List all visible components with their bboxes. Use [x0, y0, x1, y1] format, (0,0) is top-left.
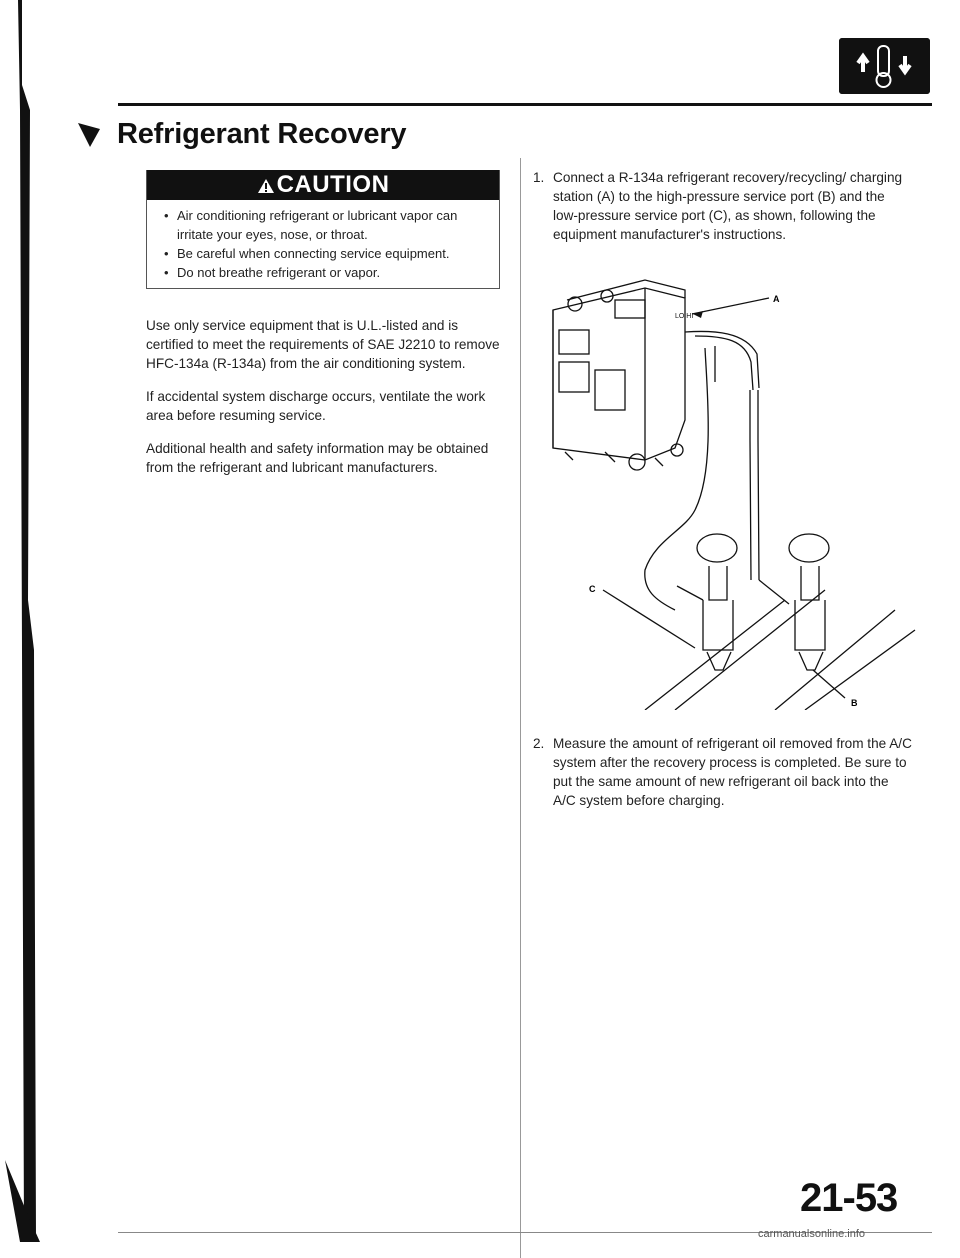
- caution-list: [147, 206, 497, 282]
- caution-label: CAUTION: [276, 171, 390, 198]
- body-text: [146, 316, 506, 491]
- binding-edge: [0, 0, 46, 1242]
- recovery-station-illustration: [545, 270, 925, 710]
- svg-text:LO HI: LO HI: [675, 313, 694, 320]
- step-number: 2.: [533, 736, 545, 751]
- step-text: Measure the amount of refrigerant oil removed from the A/C system after the recovery process is completed. Be sure to put the same amount of new refrigerant oil back into the A/C system before charging.: [553, 736, 912, 808]
- body-paragraph: Additional health and safety information may be obtained from the refrigerant and lubricant manufacturers.: [146, 441, 489, 475]
- header-rule: [118, 103, 932, 106]
- caution-box: [146, 170, 500, 289]
- step-text: Connect a R-134a refrigerant recovery/recycling/ charging station (A) to the high-pressure service port (B) and the low-pressure service port (C), as shown, following the equipment manufacturer's instructions.: [553, 170, 903, 242]
- figure-label-a: A: [773, 294, 780, 304]
- title-bullet-icon: [76, 121, 102, 149]
- caution-item: • Air conditioning refrigerant or lubricant vapor can irritate your eyes, nose, or throat.: [147, 206, 497, 244]
- body-paragraph: Use only service equipment that is U.L.-listed and is certified to meet the requirements of SAE J2210 to remove HFC-134a (R-134a) from the air conditioning system.: [146, 318, 500, 371]
- page-title: Refrigerant Recovery: [117, 118, 407, 150]
- warning-triangle-icon: [257, 178, 275, 194]
- column-divider: [520, 158, 521, 1258]
- figure-label-c: C: [589, 584, 596, 594]
- step-1: [533, 168, 905, 244]
- caution-item: • Do not breathe refrigerant or vapor.: [147, 263, 497, 282]
- caution-banner: [147, 170, 499, 200]
- page-number: 21-53: [800, 1176, 898, 1220]
- figure-label-b: B: [851, 698, 858, 708]
- caution-item: • Be careful when connecting service equipment.: [147, 244, 497, 263]
- step-2: [533, 734, 913, 810]
- step-number: 1.: [533, 170, 545, 185]
- step-list: [533, 168, 905, 244]
- watermark-text: carmanualsonline.info: [758, 1228, 866, 1240]
- thermometer-section-icon: [839, 38, 930, 94]
- body-paragraph: If accidental system discharge occurs, ventilate the work area before resuming service.: [146, 389, 486, 423]
